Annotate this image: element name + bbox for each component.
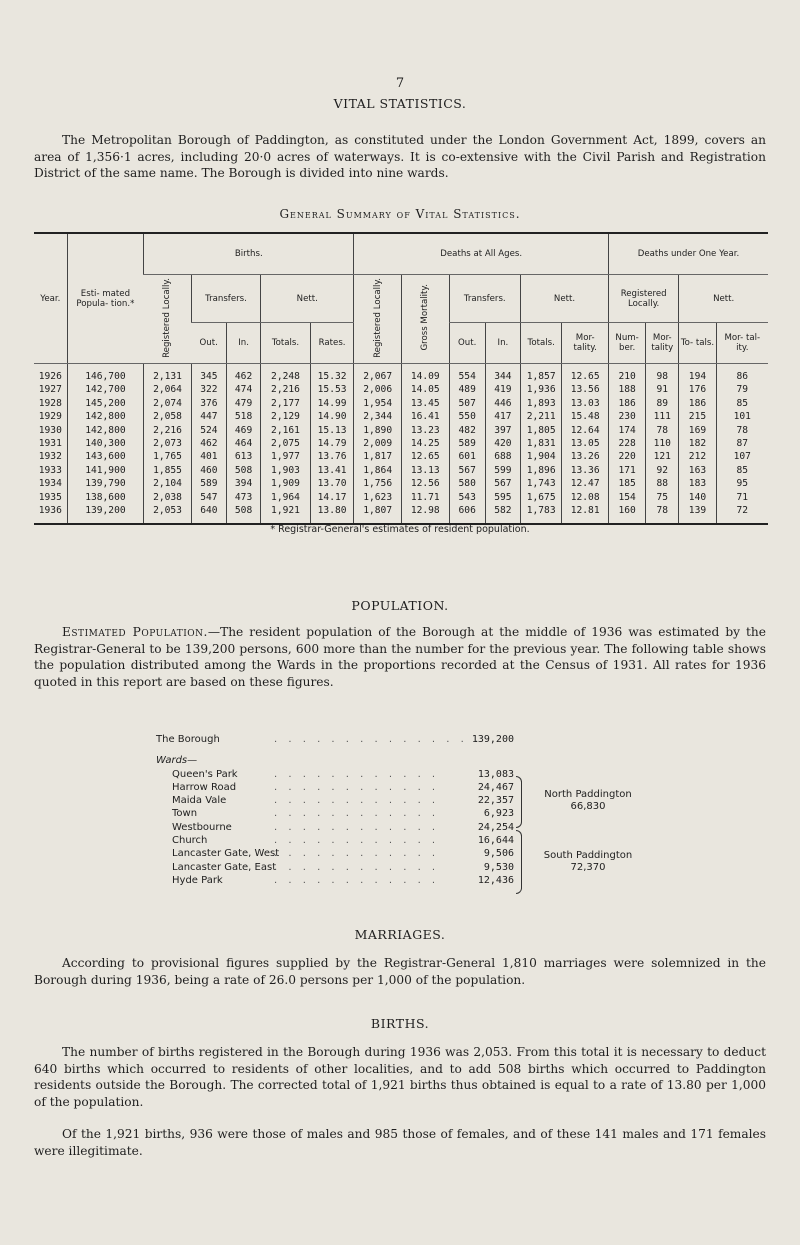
- marriages-text: According to provisional figures supplied by the Registrar-General 1,810 marriages were solemnized in the Borough during 1936, being a rate of 26.0 persons per 1,000 of the population.: [34, 956, 766, 987]
- table-cell: 14.99: [310, 397, 354, 410]
- table-cell: 78: [716, 424, 768, 437]
- table-cell: 2,104: [144, 477, 192, 490]
- table-cell: 160: [608, 504, 645, 524]
- table-cell: 1,896: [520, 464, 561, 477]
- ward-row: Westbourne . . . . . . . . . . . . 24,254: [172, 821, 514, 833]
- table-row: [34, 477, 768, 490]
- table-cell: 87: [716, 437, 768, 450]
- table-cell: 215: [679, 410, 716, 423]
- table-cell: 139,790: [67, 477, 144, 490]
- table-cell: 212: [679, 450, 716, 463]
- table-body: [34, 364, 768, 525]
- table-cell: 507: [449, 397, 485, 410]
- table-cell: 13.03: [562, 397, 609, 410]
- marriages-paragraph: [34, 955, 766, 988]
- births-text-2: Of the 1,921 births, 936 were those of males and 985 those of females, and of these 141 males and 171 females were illegitimate.: [34, 1127, 766, 1158]
- table-cell: 2,073: [144, 437, 192, 450]
- table-cell: 567: [449, 464, 485, 477]
- table-cell: 15.32: [310, 364, 354, 384]
- table-cell: 1,817: [354, 450, 402, 463]
- table-cell: 13.45: [401, 397, 449, 410]
- table-cell: 2,344: [354, 410, 402, 423]
- table-cell: 86: [716, 364, 768, 384]
- table-cell: 2,038: [144, 491, 192, 504]
- col-group-deaths-under-one: Deaths under One Year.: [608, 233, 768, 275]
- ward-row: Church . . . . . . . . . . . . 16,644: [172, 835, 514, 847]
- ward-name: Harrow Road: [172, 781, 237, 793]
- col-deaths-in: In.: [485, 323, 520, 364]
- table-cell: 85: [716, 464, 768, 477]
- table-cell: 1,904: [520, 450, 561, 463]
- table-cell: 142,800: [67, 424, 144, 437]
- table-cell: 473: [227, 491, 261, 504]
- table-cell: 2,248: [261, 364, 311, 384]
- table-cell: 1930: [38, 424, 62, 436]
- col-deaths-out: Out.: [449, 323, 485, 364]
- table-cell: 95: [716, 477, 768, 490]
- table-cell: 547: [191, 491, 226, 504]
- table-cell: 14.79: [310, 437, 354, 450]
- births-heading: BIRTHS.: [370, 1016, 430, 1031]
- table-cell: 2,074: [144, 397, 192, 410]
- table-cell: 14.17: [310, 491, 354, 504]
- table-cell: 110: [646, 437, 679, 450]
- col-infant-registered: Registered Locally.: [608, 275, 678, 323]
- table-cell: 595: [485, 491, 520, 504]
- table-cell: 1926: [38, 371, 62, 382]
- table-cell: 606: [449, 504, 485, 524]
- table-cell: 138,600: [67, 491, 144, 504]
- table-cell: 12.65: [562, 364, 609, 384]
- vital-statistics-table: [34, 232, 768, 525]
- table-cell: 79: [716, 383, 768, 396]
- south-value: 72,370: [570, 862, 606, 873]
- births-paragraph: [34, 1044, 766, 1159]
- col-deaths-transfers: Transfers.: [449, 275, 520, 323]
- table-cell: 15.48: [562, 410, 609, 423]
- table-cell: 322: [191, 383, 226, 396]
- table-cell: 13.70: [310, 477, 354, 490]
- north-brace: [516, 776, 522, 828]
- col-infant-nett-mortality: Mor- tal- ity.: [716, 323, 768, 364]
- table-cell: 462: [227, 364, 261, 384]
- table-cell: 420: [485, 437, 520, 450]
- table-cell: 91: [646, 383, 679, 396]
- table-cell: 142,700: [67, 383, 144, 396]
- table-cell: 12.56: [401, 477, 449, 490]
- table-cell: 1,675: [520, 491, 561, 504]
- table-cell: 14.25: [401, 437, 449, 450]
- marriages-heading: MARRIAGES.: [354, 927, 446, 942]
- col-infant-totals: To- tals.: [679, 323, 716, 364]
- table-cell: 1,909: [261, 477, 311, 490]
- page-number: 7: [395, 76, 405, 91]
- table-cell: 464: [227, 437, 261, 450]
- table-cell: 12.98: [401, 504, 449, 524]
- borough-label: The Borough: [156, 734, 220, 745]
- table-cell: 447: [191, 410, 226, 423]
- table-cell: 1,783: [520, 504, 561, 524]
- table-cell: 14.90: [310, 410, 354, 423]
- ward-name: Lancaster Gate, East: [172, 861, 277, 873]
- table-cell: 1,807: [354, 504, 402, 524]
- table-cell: 163: [679, 464, 716, 477]
- table-cell: 228: [608, 437, 645, 450]
- col-infant-number: Num- ber.: [608, 323, 645, 364]
- table-cell: 1935: [38, 491, 62, 503]
- table-cell: 1928: [38, 397, 62, 409]
- table-cell: 13.23: [401, 424, 449, 437]
- table-cell: 599: [485, 464, 520, 477]
- table-cell: 188: [608, 383, 645, 396]
- table-cell: 2,216: [261, 383, 311, 396]
- table-cell: 462: [191, 437, 226, 450]
- table-cell: 75: [646, 491, 679, 504]
- intro-text: The Metropolitan Borough of Paddington, as constituted under the London Government Act, 1899, covers an area of 1,356·1 acres, including 20·0 acres of waterways. It is co-extensive with the Civil Parish and Registration District of the same name. The Borough is divided into nine wards.: [34, 133, 766, 180]
- table-cell: 186: [608, 397, 645, 410]
- col-group-deaths-all: Deaths at All Ages.: [354, 233, 609, 275]
- table-cell: 550: [449, 410, 485, 423]
- col-population: Esti- mated Popula- tion.*: [67, 233, 144, 364]
- ward-row: Harrow Road . . . . . . . . . . . . 24,467: [172, 781, 514, 793]
- table-cell: 2,067: [354, 364, 402, 384]
- table-cell: 582: [485, 504, 520, 524]
- table-row: [34, 397, 768, 410]
- col-births-nett: Nett.: [261, 275, 354, 323]
- table-cell: 1,903: [261, 464, 311, 477]
- table-cell: 72: [716, 504, 768, 524]
- table-cell: 140: [679, 491, 716, 504]
- table-cell: 344: [485, 364, 520, 384]
- table-cell: 14.09: [401, 364, 449, 384]
- wards-label: Wards—: [156, 755, 198, 767]
- table-cell: 1931: [38, 438, 62, 450]
- table-cell: 88: [646, 477, 679, 490]
- table-cell: 13.41: [310, 464, 354, 477]
- north-value: 66,830: [570, 801, 606, 812]
- col-births-out: Out.: [191, 323, 226, 364]
- table-cell: 143,600: [67, 450, 144, 463]
- col-group-births: Births.: [144, 233, 354, 275]
- table-cell: 140,300: [67, 437, 144, 450]
- ward-name: Town: [172, 808, 198, 820]
- north-label: North Paddington: [544, 789, 632, 800]
- ward-row: Lancaster Gate, West . . . . . . . . . . . . 9,506: [172, 848, 514, 860]
- table-cell: 13.13: [401, 464, 449, 477]
- table-cell: 580: [449, 477, 485, 490]
- table-cell: 13.36: [562, 464, 609, 477]
- ward-value: 24,254: [477, 821, 514, 833]
- table-cell: 2,009: [354, 437, 402, 450]
- table-cell: 11.71: [401, 491, 449, 504]
- table-cell: 13.56: [562, 383, 609, 396]
- table-cell: 182: [679, 437, 716, 450]
- table-cell: 589: [191, 477, 226, 490]
- table-cell: 1,890: [354, 424, 402, 437]
- table-cell: 145,200: [67, 397, 144, 410]
- table-cell: 345: [191, 364, 226, 384]
- table-cell: 85: [716, 397, 768, 410]
- table-footnote: * Registrar-General's estimates of resident population.: [270, 524, 530, 535]
- col-gross-mortality: Gross Mortality.: [401, 275, 449, 364]
- table-cell: 524: [191, 424, 226, 437]
- table-cell: 183: [679, 477, 716, 490]
- table-cell: 12.64: [562, 424, 609, 437]
- table-cell: 1,936: [520, 383, 561, 396]
- population-heading: POPULATION.: [351, 598, 449, 613]
- table-cell: 141,900: [67, 464, 144, 477]
- table-cell: 1,954: [354, 397, 402, 410]
- ward-rows: [172, 768, 514, 888]
- table-row: [34, 504, 768, 524]
- table-cell: 185: [608, 477, 645, 490]
- table-cell: 1934: [38, 478, 62, 490]
- table-cell: 121: [646, 450, 679, 463]
- table-cell: 2,131: [144, 364, 192, 384]
- table-cell: 460: [191, 464, 226, 477]
- table-cell: 419: [485, 383, 520, 396]
- ward-value: 6,923: [483, 808, 514, 820]
- table-cell: 12.08: [562, 491, 609, 504]
- table-cell: 13.05: [562, 437, 609, 450]
- table-cell: 210: [608, 364, 645, 384]
- table-cell: 446: [485, 397, 520, 410]
- table-row: [34, 383, 768, 396]
- ward-name: Maida Vale: [172, 795, 227, 807]
- south-paddington-group: [528, 850, 648, 874]
- table-cell: 508: [227, 464, 261, 477]
- ward-row: Maida Vale . . . . . . . . . . . . 22,357: [172, 795, 514, 807]
- north-paddington-group: [528, 789, 648, 813]
- table-cell: 194: [679, 364, 716, 384]
- ward-name: Church: [172, 835, 208, 847]
- table-cell: 78: [646, 424, 679, 437]
- borough-value: 139,200: [471, 734, 514, 745]
- table-cell: 2,211: [520, 410, 561, 423]
- table-cell: 1929: [38, 411, 62, 423]
- table-cell: 2,058: [144, 410, 192, 423]
- table-cell: 2,216: [144, 424, 192, 437]
- table-cell: 78: [646, 504, 679, 524]
- table-cell: 176: [679, 383, 716, 396]
- ward-value: 22,357: [477, 795, 514, 807]
- ward-row: Hyde Park . . . . . . . . . . . . 12,436: [172, 874, 514, 886]
- ward-value: 13,083: [477, 768, 514, 780]
- col-births-totals: Totals.: [261, 323, 311, 364]
- table-row: [34, 437, 768, 450]
- ward-name: Queen's Park: [172, 768, 238, 780]
- table-cell: 401: [191, 450, 226, 463]
- ward-value: 12,436: [477, 874, 514, 886]
- table-row: [34, 450, 768, 463]
- table-cell: 2,053: [144, 504, 192, 524]
- table-cell: 640: [191, 504, 226, 524]
- borough-total-row: The Borough . . . . . . . . . . . . . . . 139,200: [156, 734, 514, 745]
- table-cell: 171: [608, 464, 645, 477]
- table-cell: 98: [646, 364, 679, 384]
- table-cell: 469: [227, 424, 261, 437]
- table-cell: 1,756: [354, 477, 402, 490]
- table-cell: 13.26: [562, 450, 609, 463]
- south-brace: [516, 830, 522, 894]
- ward-value: 9,530: [483, 861, 514, 873]
- table-cell: 71: [716, 491, 768, 504]
- table-cell: 518: [227, 410, 261, 423]
- table-cell: 12.81: [562, 504, 609, 524]
- table-cell: 2,129: [261, 410, 311, 423]
- col-births-registered: Registered Locally.: [144, 275, 192, 364]
- table-cell: 543: [449, 491, 485, 504]
- table-cell: 16.41: [401, 410, 449, 423]
- table-cell: 2,177: [261, 397, 311, 410]
- table-row: [34, 410, 768, 423]
- table-cell: 482: [449, 424, 485, 437]
- table-cell: 154: [608, 491, 645, 504]
- table-cell: 1,977: [261, 450, 311, 463]
- table-cell: 474: [227, 383, 261, 396]
- col-deaths-registered: Registered Locally.: [354, 275, 402, 364]
- table-cell: 2,006: [354, 383, 402, 396]
- ward-value: 16,644: [477, 835, 514, 847]
- table-cell: 89: [646, 397, 679, 410]
- table-cell: 1,765: [144, 450, 192, 463]
- table-cell: 1,743: [520, 477, 561, 490]
- table-cell: 1,805: [520, 424, 561, 437]
- table-cell: 1,857: [520, 364, 561, 384]
- table-cell: 111: [646, 410, 679, 423]
- col-deaths-totals: Totals.: [520, 323, 561, 364]
- table-cell: 1,855: [144, 464, 192, 477]
- table-cell: 479: [227, 397, 261, 410]
- table-cell: 92: [646, 464, 679, 477]
- intro-paragraph: [34, 132, 766, 182]
- col-deaths-nett: Nett.: [520, 275, 608, 323]
- table-cell: 15.13: [310, 424, 354, 437]
- table-cell: 1933: [38, 464, 62, 476]
- population-lead: Estimated Population.: [62, 625, 208, 639]
- table-cell: 169: [679, 424, 716, 437]
- ward-row: Town . . . . . . . . . . . . 6,923: [172, 808, 514, 820]
- table-cell: 2,064: [144, 383, 192, 396]
- table-cell: 397: [485, 424, 520, 437]
- table-cell: 12.47: [562, 477, 609, 490]
- table-cell: 688: [485, 450, 520, 463]
- table-cell: 1,921: [261, 504, 311, 524]
- population-paragraph: [34, 624, 766, 690]
- table-cell: 1,623: [354, 491, 402, 504]
- table-cell: 14.05: [401, 383, 449, 396]
- col-year: Year.: [34, 233, 67, 364]
- table-cell: 376: [191, 397, 226, 410]
- table-cell: 489: [449, 383, 485, 396]
- table-row: [34, 364, 768, 384]
- table-cell: 589: [449, 437, 485, 450]
- table-cell: 1,893: [520, 397, 561, 410]
- table-cell: 567: [485, 477, 520, 490]
- ward-name: Westbourne: [172, 821, 232, 833]
- table-cell: 15.53: [310, 383, 354, 396]
- table-cell: 1,964: [261, 491, 311, 504]
- table-cell: 186: [679, 397, 716, 410]
- table-cell: 613: [227, 450, 261, 463]
- table-cell: 1927: [38, 384, 62, 396]
- births-text-1: The number of births registered in the Borough during 1936 was 2,053. From this total it is necessary to deduct 640 births which occurred to residents of other localities, and to add 508 births which occurred to Paddington residents outside the Borough. The corrected total of 1,921 births thus obtained is equal to a rate of 13.80 per 1,000 of the population.: [34, 1045, 766, 1109]
- table-cell: 139: [679, 504, 716, 524]
- table-cell: 13.76: [310, 450, 354, 463]
- table-cell: 508: [227, 504, 261, 524]
- table-row: [34, 491, 768, 504]
- table-cell: 2,161: [261, 424, 311, 437]
- table-cell: 2,075: [261, 437, 311, 450]
- ward-row: Queen's Park . . . . . . . . . . . . 13,083: [172, 768, 514, 780]
- col-infant-nett: Nett.: [679, 275, 768, 323]
- col-births-in: In.: [227, 323, 261, 364]
- table-cell: 554: [449, 364, 485, 384]
- south-label: South Paddington: [543, 850, 633, 861]
- table-cell: 1932: [38, 451, 62, 463]
- ward-value: 24,467: [477, 781, 514, 793]
- table-cell: 139,200: [67, 504, 144, 524]
- table-cell: 13.80: [310, 504, 354, 524]
- table-cell: 12.65: [401, 450, 449, 463]
- table-cell: 1936: [34, 504, 67, 524]
- table-cell: 394: [227, 477, 261, 490]
- population-text: —The resident population of the Borough at the middle of 1936 was estimated by the Registrar-General to be 139,200 persons, 600 more than the number for the previous year. The following table shows the population distributed among the Wards in the proportions recorded at the Census of 1931. All rates for 1936 quoted in this report are based on these figures.: [34, 625, 766, 689]
- table-cell: 107: [716, 450, 768, 463]
- table-cell: 142,800: [67, 410, 144, 423]
- col-births-transfers: Transfers.: [191, 275, 260, 323]
- table-cell: 417: [485, 410, 520, 423]
- table-cell: 1,864: [354, 464, 402, 477]
- table-cell: 230: [608, 410, 645, 423]
- table-cell: 220: [608, 450, 645, 463]
- table-cell: 146,700: [67, 364, 144, 384]
- ward-population-list: [156, 733, 633, 887]
- ward-row: Lancaster Gate, East . . . . . . . . . . . . 9,530: [172, 861, 514, 873]
- col-infant-mortality: Mor- tality: [646, 323, 679, 364]
- table-cell: 174: [608, 424, 645, 437]
- vital-statistics-heading: VITAL STATISTICS.: [333, 96, 467, 111]
- table-cell: 101: [716, 410, 768, 423]
- col-deaths-mortality: Mor- tality.: [562, 323, 609, 364]
- ward-name: Lancaster Gate, West: [172, 848, 280, 860]
- table-cell: 601: [449, 450, 485, 463]
- table-cell: 1,831: [520, 437, 561, 450]
- ward-value: 9,506: [483, 848, 514, 860]
- ward-name: Hyde Park: [172, 874, 223, 886]
- table-row: [34, 424, 768, 437]
- table-row: [34, 464, 768, 477]
- col-births-rates: Rates.: [310, 323, 354, 364]
- summary-table-title: General Summary of Vital Statistics.: [279, 207, 521, 221]
